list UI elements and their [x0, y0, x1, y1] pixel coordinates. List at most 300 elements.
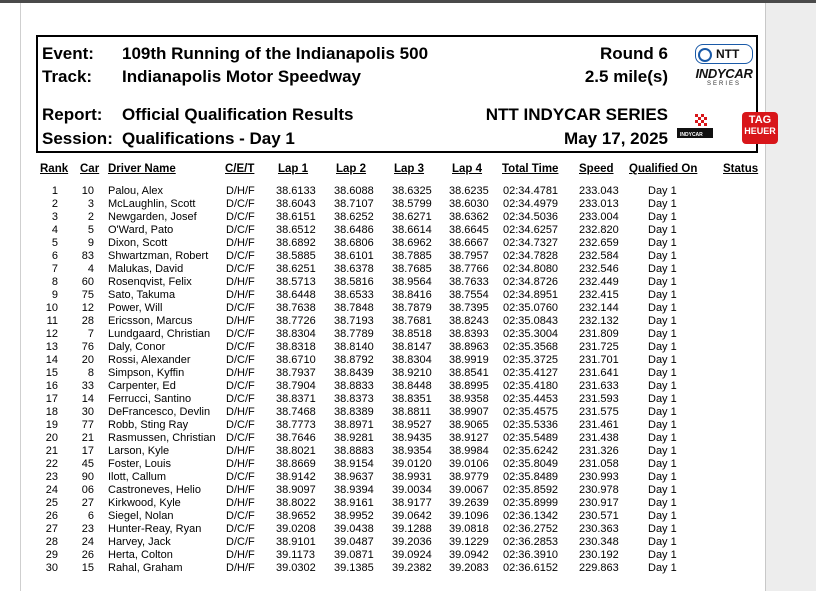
cell-speed: 230.993: [579, 471, 619, 483]
cell-lap1: 38.9101: [276, 536, 316, 548]
cell-lap3: 39.0034: [392, 484, 432, 496]
ntt-indycar-logo: [690, 41, 758, 95]
cell-lap2: 38.9637: [334, 471, 374, 483]
cell-rank: 11: [46, 315, 58, 327]
cell-total: 02:35.8999: [503, 497, 559, 509]
cell-car: 77: [81, 419, 94, 431]
cell-lap3: 38.7681: [392, 315, 432, 327]
cell-qualified: Day 1: [648, 562, 677, 574]
table-row: [0, 510, 816, 523]
cell-lap1: 38.6151: [276, 211, 316, 223]
cell-total: 02:34.5036: [503, 211, 559, 223]
flag-square: [704, 117, 707, 120]
cell-driver: Larson, Kyle: [108, 445, 170, 457]
cell-speed: 230.978: [579, 484, 619, 496]
col-header-qualified-on: Qualified On: [629, 163, 698, 175]
table-row: [0, 211, 816, 224]
cell-qualified: Day 1: [648, 250, 677, 262]
cell-car: 2: [87, 211, 94, 223]
cell-lap1: 38.6512: [276, 224, 316, 236]
cell-driver: Rahal, Graham: [108, 562, 183, 574]
cell-driver: Daly, Conor: [108, 341, 166, 353]
cell-total: 02:35.3004: [503, 328, 559, 340]
cell-qualified: Day 1: [648, 484, 677, 496]
cell-lap4: 38.8963: [449, 341, 489, 353]
cell-lap3: 38.7685: [392, 263, 432, 275]
cell-total: 02:34.6257: [503, 224, 559, 236]
cell-driver: Harvey, Jack: [108, 536, 171, 548]
cell-rank: 23: [45, 471, 58, 483]
cell-car: 9: [87, 237, 94, 249]
flag-square: [695, 114, 698, 117]
cell-cet: D/C/F: [226, 224, 255, 236]
col-header-status: Status: [723, 163, 759, 175]
cell-lap4: 39.1096: [449, 510, 489, 522]
cell-car: 15: [81, 562, 94, 574]
cell-lap1: 38.7468: [276, 406, 316, 418]
cell-speed: 233.004: [579, 211, 619, 223]
cell-speed: 231.461: [579, 419, 619, 431]
cell-lap1: 38.9142: [276, 471, 316, 483]
table-row: [0, 497, 816, 510]
cell-total: 02:34.8080: [503, 263, 559, 275]
cell-qualified: Day 1: [648, 523, 677, 535]
table-row: [0, 406, 816, 419]
cell-speed: 231.326: [579, 445, 619, 457]
cell-lap3: 39.0120: [392, 458, 432, 470]
cell-total: 02:34.4781: [503, 185, 559, 197]
cell-speed: 231.633: [579, 380, 619, 392]
cell-speed: 231.641: [579, 367, 619, 379]
cell-total: 02:36.2853: [503, 536, 559, 548]
cell-total: 02:35.6242: [503, 445, 559, 457]
track-value: Indianapolis Motor Speedway: [122, 67, 361, 86]
cell-total: 02:36.2752: [503, 523, 559, 535]
cell-car: 83: [81, 250, 94, 262]
indycar-logo-text: INDYCAR: [695, 66, 753, 81]
cell-driver: Malukas, David: [108, 263, 184, 275]
cell-lap2: 38.7193: [334, 315, 374, 327]
table-row: [0, 562, 816, 575]
cell-lap2: 38.6101: [334, 250, 374, 262]
cell-lap4: 38.7395: [449, 302, 489, 314]
cell-lap1: 38.8669: [276, 458, 316, 470]
cell-lap2: 38.8373: [334, 393, 374, 405]
cell-lap3: 38.9210: [392, 367, 432, 379]
flag-square: [698, 117, 701, 120]
cell-lap2: 38.6252: [334, 211, 374, 223]
track-distance: 2.5 mile(s): [584, 67, 668, 86]
cell-rank: 17: [45, 393, 58, 405]
cell-lap1: 38.5713: [276, 276, 316, 288]
table-row: [0, 432, 816, 445]
tag-text-line1: TAG: [748, 114, 772, 126]
cell-car: 4: [87, 263, 94, 275]
cell-car: 45: [81, 458, 94, 470]
flag-square: [701, 114, 704, 117]
cell-lap1: 38.5885: [276, 250, 316, 262]
col-header-rank: Rank: [40, 163, 69, 175]
cell-rank: 21: [45, 445, 58, 457]
cell-lap4: 39.2639: [449, 497, 489, 509]
cell-rank: 4: [51, 224, 58, 236]
cell-lap4: 38.9358: [449, 393, 489, 405]
cell-cet: D/C/F: [226, 380, 255, 392]
cell-total: 02:35.8592: [503, 484, 559, 496]
cell-lap3: 38.6325: [392, 185, 432, 197]
cell-car: 3: [87, 198, 94, 210]
cell-qualified: Day 1: [648, 185, 677, 197]
cell-cet: D/H/F: [226, 367, 255, 379]
cell-rank: 14: [45, 354, 58, 366]
cell-lap3: 38.8448: [392, 380, 432, 392]
cell-lap4: 39.0942: [449, 549, 489, 561]
ntt-logo-text: NTT: [716, 47, 740, 61]
col-header-driver: Driver Name: [108, 163, 176, 175]
cell-speed: 232.132: [579, 315, 619, 327]
cell-cet: D/H/F: [226, 445, 255, 457]
tag-heuer-text: [742, 115, 778, 137]
cell-rank: 12: [45, 328, 58, 340]
cell-lap3: 38.6614: [392, 224, 432, 236]
table-row: [0, 185, 816, 198]
cell-lap2: 38.8140: [334, 341, 374, 353]
cell-driver: Foster, Louis: [108, 458, 171, 470]
table-row: [0, 276, 816, 289]
table-row: [0, 198, 816, 211]
cell-lap4: 38.6030: [449, 198, 489, 210]
cell-rank: 27: [45, 523, 58, 535]
cell-cet: D/H/F: [226, 497, 255, 509]
cell-lap2: 39.1385: [334, 562, 374, 574]
cell-lap3: 39.0924: [392, 549, 432, 561]
cell-driver: Ericsson, Marcus: [108, 315, 193, 327]
cell-rank: 8: [51, 276, 58, 288]
cell-rank: 16: [45, 380, 58, 392]
cell-qualified: Day 1: [648, 497, 677, 509]
table-row: [0, 380, 816, 393]
cell-lap1: 38.8371: [276, 393, 316, 405]
cell-lap1: 38.7904: [276, 380, 316, 392]
cell-lap2: 38.5816: [334, 276, 374, 288]
cell-lap2: 38.8389: [334, 406, 374, 418]
cell-lap3: 38.8304: [392, 354, 432, 366]
cell-driver: Carpenter, Ed: [108, 380, 176, 392]
cell-lap1: 38.8318: [276, 341, 316, 353]
cell-lap2: 38.8883: [334, 445, 374, 457]
cell-car: 6: [87, 510, 94, 522]
cell-qualified: Day 1: [648, 224, 677, 236]
cell-rank: 13: [45, 341, 58, 353]
cell-rank: 18: [45, 406, 58, 418]
cell-driver: Shwartzman, Robert: [108, 250, 209, 262]
cell-driver: Herta, Colton: [108, 549, 173, 561]
cell-car: 10: [81, 185, 94, 197]
cell-cet: D/C/F: [226, 419, 255, 431]
table-row: [0, 419, 816, 432]
col-header-lap4: Lap 4: [452, 163, 483, 175]
cell-speed: 233.013: [579, 198, 619, 210]
cell-car: 5: [87, 224, 94, 236]
cell-lap4: 38.8393: [449, 328, 489, 340]
cell-rank: 24: [45, 484, 58, 496]
cell-car: 76: [81, 341, 94, 353]
cell-rank: 15: [45, 367, 58, 379]
cell-lap2: 39.0487: [334, 536, 374, 548]
cell-car: 26: [81, 549, 94, 561]
cell-qualified: Day 1: [648, 328, 677, 340]
cell-qualified: Day 1: [648, 211, 677, 223]
cell-cet: D/H/F: [226, 484, 255, 496]
cell-driver: Power, Will: [108, 302, 163, 314]
cell-lap1: 39.0208: [276, 523, 316, 535]
cell-rank: 7: [51, 263, 58, 275]
cell-total: 02:35.4453: [503, 393, 559, 405]
cell-car: 24: [81, 536, 94, 548]
cell-lap3: 38.9354: [392, 445, 432, 457]
cell-rank: 20: [45, 432, 58, 444]
cell-total: 02:35.3725: [503, 354, 559, 366]
cell-speed: 232.820: [579, 224, 619, 236]
cell-rank: 22: [45, 458, 58, 470]
cell-car: 7: [87, 328, 94, 340]
cell-lap2: 38.9154: [334, 458, 374, 470]
cell-total: 02:35.5336: [503, 419, 559, 431]
cell-lap4: 39.0106: [449, 458, 489, 470]
cell-qualified: Day 1: [648, 302, 677, 314]
cell-driver: Siegel, Nolan: [108, 510, 174, 522]
session-label: Session:: [42, 129, 113, 148]
cell-qualified: Day 1: [648, 536, 677, 548]
cell-qualified: Day 1: [648, 315, 677, 327]
col-header-lap1: Lap 1: [278, 163, 309, 175]
cell-rank: 28: [45, 536, 58, 548]
ntt-circle-icon: [698, 48, 712, 62]
cell-cet: D/H/F: [226, 549, 255, 561]
cell-total: 02:34.8726: [503, 276, 559, 288]
cell-speed: 230.192: [579, 549, 619, 561]
flag-square: [704, 123, 707, 126]
cell-lap1: 38.8021: [276, 445, 316, 457]
cell-lap2: 38.9161: [334, 497, 374, 509]
cell-speed: 230.571: [579, 510, 619, 522]
table-row: [0, 263, 816, 276]
session-value: Qualifications - Day 1: [122, 129, 295, 148]
cell-cet: D/C/F: [226, 523, 255, 535]
cell-lap1: 38.7646: [276, 432, 316, 444]
cell-lap4: 39.0067: [449, 484, 489, 496]
cell-lap2: 38.6378: [334, 263, 374, 275]
cell-driver: Simpson, Kyffin: [108, 367, 185, 379]
cell-qualified: Day 1: [648, 198, 677, 210]
cell-car: 12: [81, 302, 94, 314]
cell-cet: D/H/F: [226, 289, 255, 301]
cell-total: 02:35.3568: [503, 341, 559, 353]
cell-cet: D/C/F: [226, 263, 255, 275]
cell-lap3: 38.8147: [392, 341, 432, 353]
cell-qualified: Day 1: [648, 432, 677, 444]
cell-rank: 30: [45, 562, 58, 574]
cell-rank: 10: [45, 302, 58, 314]
cell-driver: Newgarden, Josef: [108, 211, 197, 223]
report-value: Official Qualification Results: [122, 105, 354, 124]
cell-speed: 229.863: [579, 562, 619, 574]
cell-rank: 26: [45, 510, 58, 522]
cell-cet: D/C/F: [226, 328, 255, 340]
cell-lap1: 38.7773: [276, 419, 316, 431]
cell-cet: D/C/F: [226, 393, 255, 405]
cell-lap1: 38.6710: [276, 354, 316, 366]
table-row: [0, 328, 816, 341]
cell-lap2: 38.6088: [334, 185, 374, 197]
cell-speed: 230.348: [579, 536, 619, 548]
cell-qualified: Day 1: [648, 367, 677, 379]
cell-qualified: Day 1: [648, 263, 677, 275]
cell-speed: 232.449: [579, 276, 619, 288]
cell-lap3: 38.9177: [392, 497, 432, 509]
cell-cet: D/C/F: [226, 250, 255, 262]
cell-car: 33: [81, 380, 94, 392]
table-row: [0, 315, 816, 328]
cell-total: 02:36.1342: [503, 510, 559, 522]
cell-driver: Castroneves, Helio: [108, 484, 201, 496]
flag-square: [695, 120, 698, 123]
cell-driver: Lundgaard, Christian: [108, 328, 211, 340]
cell-lap3: 39.1288: [392, 523, 432, 535]
col-header-car: Car: [80, 163, 100, 175]
flag-square: [701, 120, 704, 123]
track-label: Track:: [42, 67, 93, 86]
cell-qualified: Day 1: [648, 445, 677, 457]
cell-lap4: 38.8243: [449, 315, 489, 327]
cell-car: 23: [81, 523, 94, 535]
cell-lap1: 38.8022: [276, 497, 316, 509]
cell-driver: Sato, Takuma: [108, 289, 176, 301]
cell-qualified: Day 1: [648, 510, 677, 522]
cell-lap4: 38.9919: [449, 354, 489, 366]
cell-lap3: 39.0642: [392, 510, 432, 522]
cell-rank: 25: [45, 497, 58, 509]
cell-qualified: Day 1: [648, 406, 677, 418]
cell-lap1: 38.6448: [276, 289, 316, 301]
cell-speed: 232.144: [579, 302, 619, 314]
cell-total: 02:36.3910: [503, 549, 559, 561]
cell-lap2: 38.8439: [334, 367, 374, 379]
cell-total: 02:35.4180: [503, 380, 559, 392]
cell-lap3: 38.9527: [392, 419, 432, 431]
cell-rank: 6: [51, 250, 58, 262]
cell-rank: 5: [51, 237, 58, 249]
cell-lap3: 38.6271: [392, 211, 432, 223]
cell-car: 90: [81, 471, 94, 483]
flag-square: [698, 123, 701, 126]
cell-lap2: 38.8971: [334, 419, 374, 431]
cell-lap4: 39.1229: [449, 536, 489, 548]
cell-total: 02:35.4127: [503, 367, 559, 379]
series-logo-text: SERIES: [706, 81, 741, 87]
table-row: [0, 302, 816, 315]
cell-cet: D/C/F: [226, 211, 255, 223]
table-row: [0, 458, 816, 471]
cell-rank: 1: [51, 185, 58, 197]
col-header-lap3: Lap 3: [394, 163, 425, 175]
cell-driver: Dixon, Scott: [108, 237, 168, 249]
cell-lap2: 39.0438: [334, 523, 374, 535]
cell-car: 60: [81, 276, 94, 288]
cell-rank: 9: [51, 289, 58, 301]
cell-lap2: 39.0871: [334, 549, 374, 561]
cell-lap1: 38.7638: [276, 302, 316, 314]
cell-speed: 232.415: [579, 289, 619, 301]
tag-heuer-logo: [742, 112, 778, 144]
cell-driver: Hunter-Reay, Ryan: [108, 523, 202, 535]
cell-lap1: 38.6133: [276, 185, 316, 197]
cell-lap4: 38.9127: [449, 432, 489, 444]
table-row: [0, 523, 816, 536]
table-row: [0, 549, 816, 562]
table-row: [0, 289, 816, 302]
cell-qualified: Day 1: [648, 341, 677, 353]
cell-driver: Robb, Sting Ray: [108, 419, 189, 431]
cell-lap4: 38.8995: [449, 380, 489, 392]
cell-lap2: 38.8833: [334, 380, 374, 392]
cell-lap3: 38.7885: [392, 250, 432, 262]
cell-cet: D/H/F: [226, 185, 255, 197]
cell-rank: 19: [45, 419, 58, 431]
cell-speed: 231.575: [579, 406, 619, 418]
cell-driver: Rosenqvist, Felix: [108, 276, 192, 288]
cell-total: 02:35.0760: [503, 302, 559, 314]
cell-cet: D/H/F: [226, 458, 255, 470]
cell-lap2: 38.7848: [334, 302, 374, 314]
cell-cet: D/C/F: [226, 432, 255, 444]
cell-lap3: 38.9931: [392, 471, 432, 483]
cell-total: 02:36.6152: [503, 562, 559, 574]
cell-speed: 231.725: [579, 341, 619, 353]
cell-speed: 232.659: [579, 237, 619, 249]
cell-lap4: 38.7633: [449, 276, 489, 288]
cell-lap3: 39.2036: [392, 536, 432, 548]
cell-speed: 230.917: [579, 497, 619, 509]
cell-lap3: 38.8351: [392, 393, 432, 405]
cell-speed: 231.438: [579, 432, 619, 444]
cell-driver: DeFrancesco, Devlin: [108, 406, 211, 418]
cell-qualified: Day 1: [648, 393, 677, 405]
cell-car: 17: [81, 445, 94, 457]
cell-lap2: 38.6533: [334, 289, 374, 301]
cell-qualified: Day 1: [648, 289, 677, 301]
cell-lap1: 38.9652: [276, 510, 316, 522]
cell-lap3: 39.2382: [392, 562, 432, 574]
tag-text-line2: HEUER: [744, 126, 776, 136]
cell-driver: Ferrucci, Santino: [108, 393, 192, 405]
cell-speed: 232.546: [579, 263, 619, 275]
cell-driver: O'Ward, Pato: [108, 224, 174, 236]
cell-car: 8: [87, 367, 94, 379]
cell-lap1: 38.9097: [276, 484, 316, 496]
cell-lap4: 38.9779: [449, 471, 489, 483]
session-date: May 17, 2025: [564, 129, 668, 148]
cell-qualified: Day 1: [648, 380, 677, 392]
col-header-lap2: Lap 2: [336, 163, 367, 175]
cell-speed: 232.584: [579, 250, 619, 262]
cell-lap3: 38.9435: [392, 432, 432, 444]
table-row: [0, 445, 816, 458]
cell-total: 02:34.4979: [503, 198, 559, 210]
cell-cet: D/C/F: [226, 341, 255, 353]
cell-cet: D/C/F: [226, 198, 255, 210]
cell-rank: 3: [51, 211, 58, 223]
